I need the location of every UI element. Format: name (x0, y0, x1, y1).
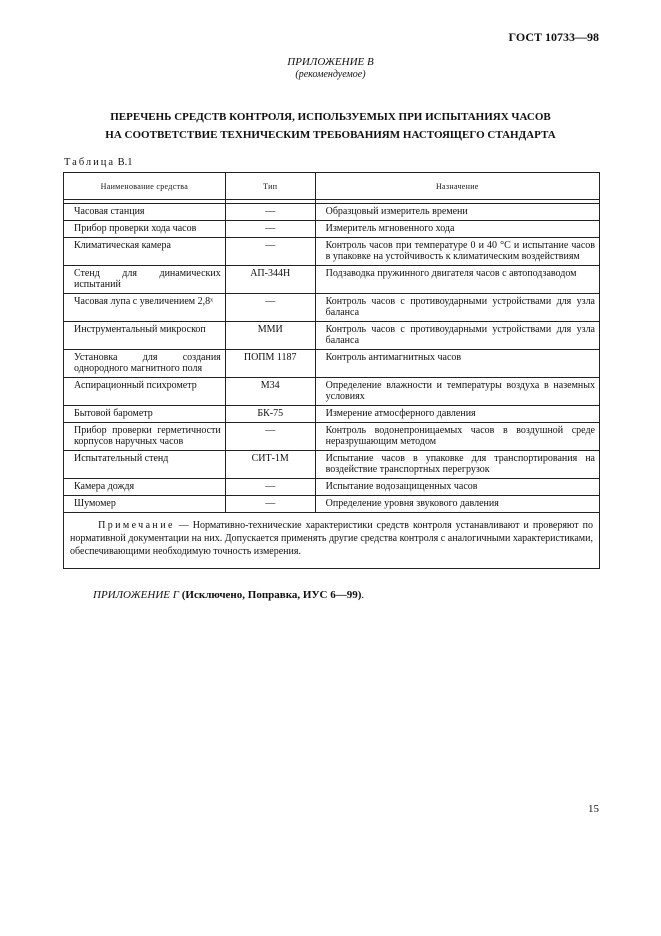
table-row (64, 451, 600, 479)
document-title (60, 108, 601, 144)
table-row (64, 221, 600, 238)
cell-type: М34 (225, 378, 315, 406)
table-row (64, 423, 600, 451)
table-note-text: — Нормативно-технические характеристики средств контроля устанавливают и проверяют по нормативной документации на них. Допускается применять другие средства контроля с аналогичными характеристиками, обеспечивающими необходимую точность измерения. (70, 520, 593, 557)
cell-type: — (225, 496, 315, 513)
cell-purpose: Подзаводка пружинного двигателя часов с автоподзаводом (315, 266, 599, 294)
table-row (64, 294, 600, 322)
cell-purpose: Контроль часов с противоударными устройствами для узла баланса (315, 294, 599, 322)
cell-purpose: Испытание водозащищенных часов (315, 479, 599, 496)
appendix-g-text: (Исключено, Поправка, ИУС 6—99) (181, 589, 362, 601)
table-row (64, 378, 600, 406)
standard-code: ГОСТ 10733—98 (508, 30, 599, 44)
cell-purpose: Контроль антимагнитных часов (315, 350, 599, 378)
cell-equipment-name: Испытательный стенд (64, 451, 226, 479)
table-row (64, 238, 600, 266)
appendix-g-end: . (361, 589, 365, 601)
table-caption (64, 157, 133, 168)
cell-purpose: Определение влажности и температуры воздуха в наземных условиях (315, 378, 599, 406)
cell-type: ПОПМ 1187 (225, 350, 315, 378)
table-row (64, 322, 600, 350)
cell-type: БК-75 (225, 406, 315, 423)
equipment-table (63, 172, 600, 569)
table-row (64, 350, 600, 378)
cell-equipment-name: Установка для создания однородного магнитного поля (64, 350, 226, 378)
cell-purpose: Контроль водонепроницаемых часов в воздушной среде неразрушающим методом (315, 423, 599, 451)
cell-type: — (225, 294, 315, 322)
header-purpose: Назначение (315, 173, 599, 200)
cell-type: СИТ-1М (225, 451, 315, 479)
cell-equipment-name: Часовая станция (64, 204, 226, 221)
cell-type: — (225, 423, 315, 451)
cell-purpose: Контроль часов с противоударными устройствами для узла баланса (315, 322, 599, 350)
cell-equipment-name: Прибор проверки хода часов (64, 221, 226, 238)
table-row (64, 266, 600, 294)
table-caption-number: В.1 (117, 157, 133, 168)
table-row (64, 496, 600, 513)
header-equipment-name: Наименование средства (64, 173, 226, 200)
table-note-row (64, 513, 600, 569)
cell-type: ММИ (225, 322, 315, 350)
table-row (64, 406, 600, 423)
cell-purpose: Образцовый измеритель времени (315, 204, 599, 221)
document-title-line-1: ПЕРЕЧЕНЬ СРЕДСТВ КОНТРОЛЯ, ИСПОЛЬЗУЕМЫХ ПРИ ИСПЫТАНИЯХ ЧАСОВ (110, 111, 551, 123)
page-number: 15 (588, 803, 599, 815)
appendix-title: ПРИЛОЖЕНИЕ В (287, 56, 374, 68)
cell-purpose: Определение уровня звукового давления (315, 496, 599, 513)
cell-equipment-name: Бытовой барометр (64, 406, 226, 423)
document-title-line-2: НА СООТВЕТСТВИЕ ТЕХНИЧЕСКИМ ТРЕБОВАНИЯМ НАСТОЯЩЕГО СТАНДАРТА (105, 129, 556, 141)
appendix-g (93, 589, 364, 601)
table-note (64, 513, 600, 569)
cell-type: — (225, 238, 315, 266)
table-row (64, 479, 600, 496)
cell-equipment-name: Аспирационный психрометр (64, 378, 226, 406)
cell-equipment-name: Часовая лупа с увеличением 2,8ˣ (64, 294, 226, 322)
cell-type: — (225, 479, 315, 496)
table-row (64, 204, 600, 221)
cell-type: — (225, 221, 315, 238)
cell-equipment-name: Шумомер (64, 496, 226, 513)
cell-equipment-name: Инструментальный микроскоп (64, 322, 226, 350)
appendix-subtitle: (рекомендуемое) (295, 69, 366, 80)
cell-type: — (225, 204, 315, 221)
table-caption-label: Таблица (64, 157, 116, 168)
cell-equipment-name: Стенд для динамических испытаний (64, 266, 226, 294)
cell-type: АП-344Н (225, 266, 315, 294)
table-note-label: Примечание (98, 520, 175, 531)
table-header-row (64, 173, 600, 200)
appendix-g-label: ПРИЛОЖЕНИЕ Г (93, 589, 179, 601)
cell-equipment-name: Камера дождя (64, 479, 226, 496)
cell-equipment-name: Климатическая камера (64, 238, 226, 266)
header-type: Тип (225, 173, 315, 200)
cell-equipment-name: Прибор проверки герметичности корпусов наручных часов (64, 423, 226, 451)
cell-purpose: Измеритель мгновенного хода (315, 221, 599, 238)
cell-purpose: Контроль часов при температуре 0 и 40 °С и испытание часов в упаковке на устойчивость к климатическим воздействиям (315, 238, 599, 266)
cell-purpose: Измерение атмосферного давления (315, 406, 599, 423)
cell-purpose: Испытание часов в упаковке для транспортирования на воздействие транспортных перегрузок (315, 451, 599, 479)
